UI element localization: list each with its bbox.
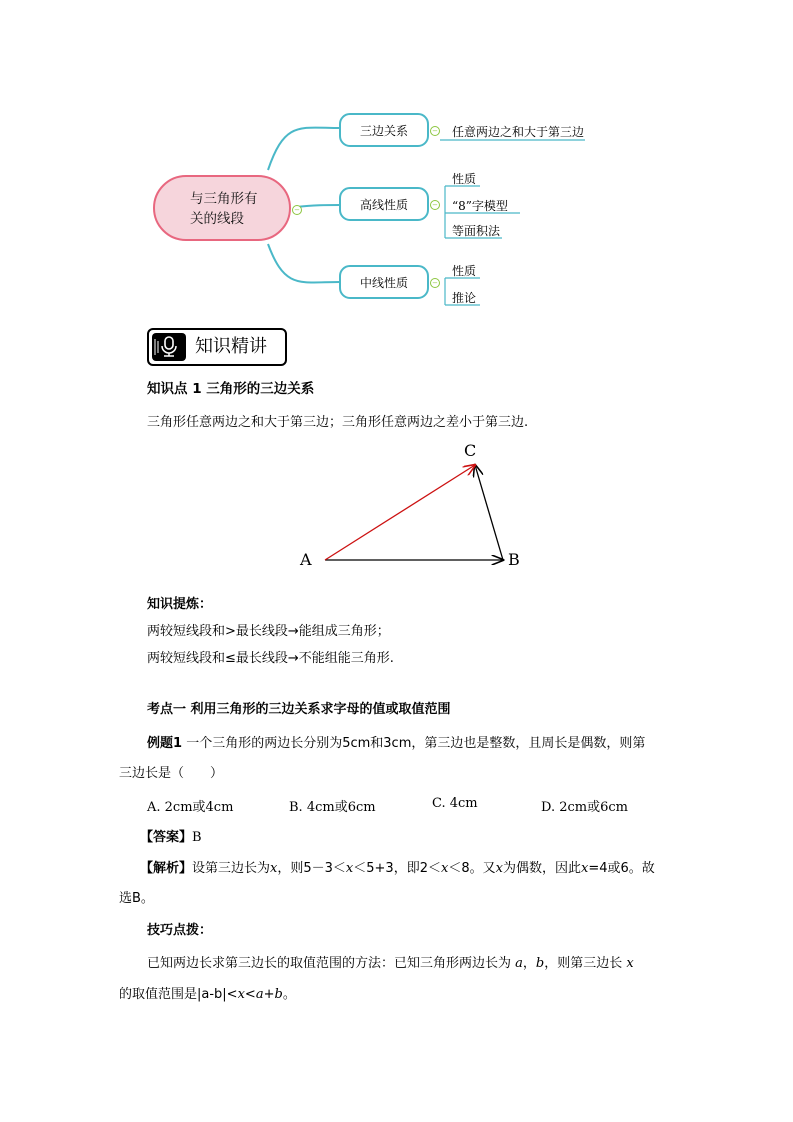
tip-line2 — [119, 983, 296, 1002]
example-label: 例题1 — [147, 736, 183, 751]
mindmap-leaf: “8”字模型 — [452, 199, 508, 213]
var-x: x — [626, 956, 634, 971]
example-text: 一个三角形的两边长分别为5cm和3cm，第三边也是整数，且周长是偶数，则第 — [186, 736, 646, 751]
tip-text: 已知两边长求第三边长的取值范围的方法：已知三角形两边长为 — [147, 956, 516, 971]
analysis-text: =4或6。故 — [588, 861, 655, 876]
analysis-line2: 选B。 — [119, 891, 154, 906]
triangle-figure — [290, 440, 540, 580]
vertex-label-b: B — [508, 550, 520, 569]
branch-label: 三边关系 — [359, 124, 408, 138]
option-c[interactable]: C. 4cm — [432, 796, 478, 811]
mindmap-leaf: 任意两边之和大于第三边 — [452, 125, 585, 139]
kaodian-title: 考点一 利用三角形的三边关系求字母的值或取值范围 — [147, 702, 451, 717]
var-x: x — [440, 861, 449, 876]
example-line1 — [147, 732, 645, 751]
refine-line1: 两较短线段和>最长线段→能组成三角形； — [147, 624, 390, 639]
collapse-icon[interactable]: − — [430, 278, 440, 288]
answer-label: 【答案】 — [140, 830, 193, 845]
answer-line — [140, 826, 202, 845]
var-a: a — [255, 987, 264, 1002]
mindmap-leaf: 等面积法 — [452, 224, 501, 238]
analysis-line1 — [140, 857, 655, 876]
segment-ac — [325, 465, 475, 560]
mindmap-branch-zhongxian — [339, 265, 429, 299]
tip-line1 — [147, 952, 634, 971]
tip-title: 技巧点拨： — [147, 923, 213, 938]
var-b: b — [535, 956, 545, 971]
kp1-title: 知识点 1 三角形的三边关系 — [147, 381, 315, 397]
collapse-icon[interactable]: − — [430, 126, 440, 136]
mindmap-root-line1: 与三角形有 — [190, 191, 258, 207]
mindmap-branch-sanbian — [339, 113, 429, 147]
analysis-text: ，则5－3＜ — [277, 861, 346, 876]
option-b[interactable]: B. 4cm或6cm — [289, 800, 376, 815]
analysis-text: ＜8。又 — [448, 861, 496, 876]
vertex-label-a: A — [300, 550, 312, 569]
tip-text: < — [244, 987, 256, 1002]
kp1-statement: 三角形任意两边之和大于第三边；三角形任意两边之差小于第三边. — [147, 415, 529, 430]
mindmap-root — [153, 175, 291, 241]
analysis-text: ＜5+3，即2＜ — [353, 861, 441, 876]
var-x: x — [270, 861, 278, 876]
answer-value: B — [192, 830, 202, 845]
collapse-icon[interactable]: − — [292, 205, 302, 215]
var-x: x — [345, 861, 354, 876]
section-badge-icon-box — [152, 333, 186, 361]
refine-title: 知识提炼： — [147, 597, 213, 612]
branch-label: 中线性质 — [359, 276, 408, 290]
refine-line2: 两较短线段和≤最长线段→不能组能三角形. — [147, 651, 394, 666]
analysis-text: 为偶数，因此 — [502, 861, 581, 876]
collapse-icon[interactable]: − — [430, 200, 440, 210]
option-d[interactable]: D. 2cm或6cm — [541, 800, 628, 815]
segment-bc — [475, 465, 503, 560]
var-x: x — [237, 987, 245, 1002]
analysis-label: 【解析】 — [140, 861, 193, 876]
var-x: x — [580, 861, 589, 876]
analysis-text: 设第三边长为 — [192, 861, 271, 876]
microphone-icon — [152, 333, 186, 361]
tip-text: 的取值范围是|a-b|< — [119, 987, 238, 1002]
mindmap-leaf: 性质 — [452, 264, 477, 278]
branch-label: 高线性质 — [359, 198, 408, 212]
option-a[interactable]: A. 2cm或4cm — [147, 800, 234, 815]
tip-text: 。 — [282, 987, 296, 1002]
var-x: x — [495, 861, 503, 876]
section-badge — [147, 328, 287, 366]
mindmap-root-line2: 关的线段 — [190, 211, 244, 227]
tip-text: ， — [522, 956, 536, 971]
tip-text: + — [263, 987, 275, 1002]
tip-text: ，则第三边长 — [544, 956, 627, 971]
section-badge-label: 知识精讲 — [195, 336, 267, 357]
var-b: b — [274, 987, 283, 1002]
example-line2: 三边长是（ ） — [119, 766, 224, 781]
mindmap-leaf: 推论 — [452, 291, 477, 305]
mindmap-leaf: 性质 — [452, 172, 477, 186]
var-a: a — [515, 956, 523, 971]
vertex-label-c: C — [464, 441, 477, 460]
mindmap-branch-gaoxian — [339, 187, 429, 221]
